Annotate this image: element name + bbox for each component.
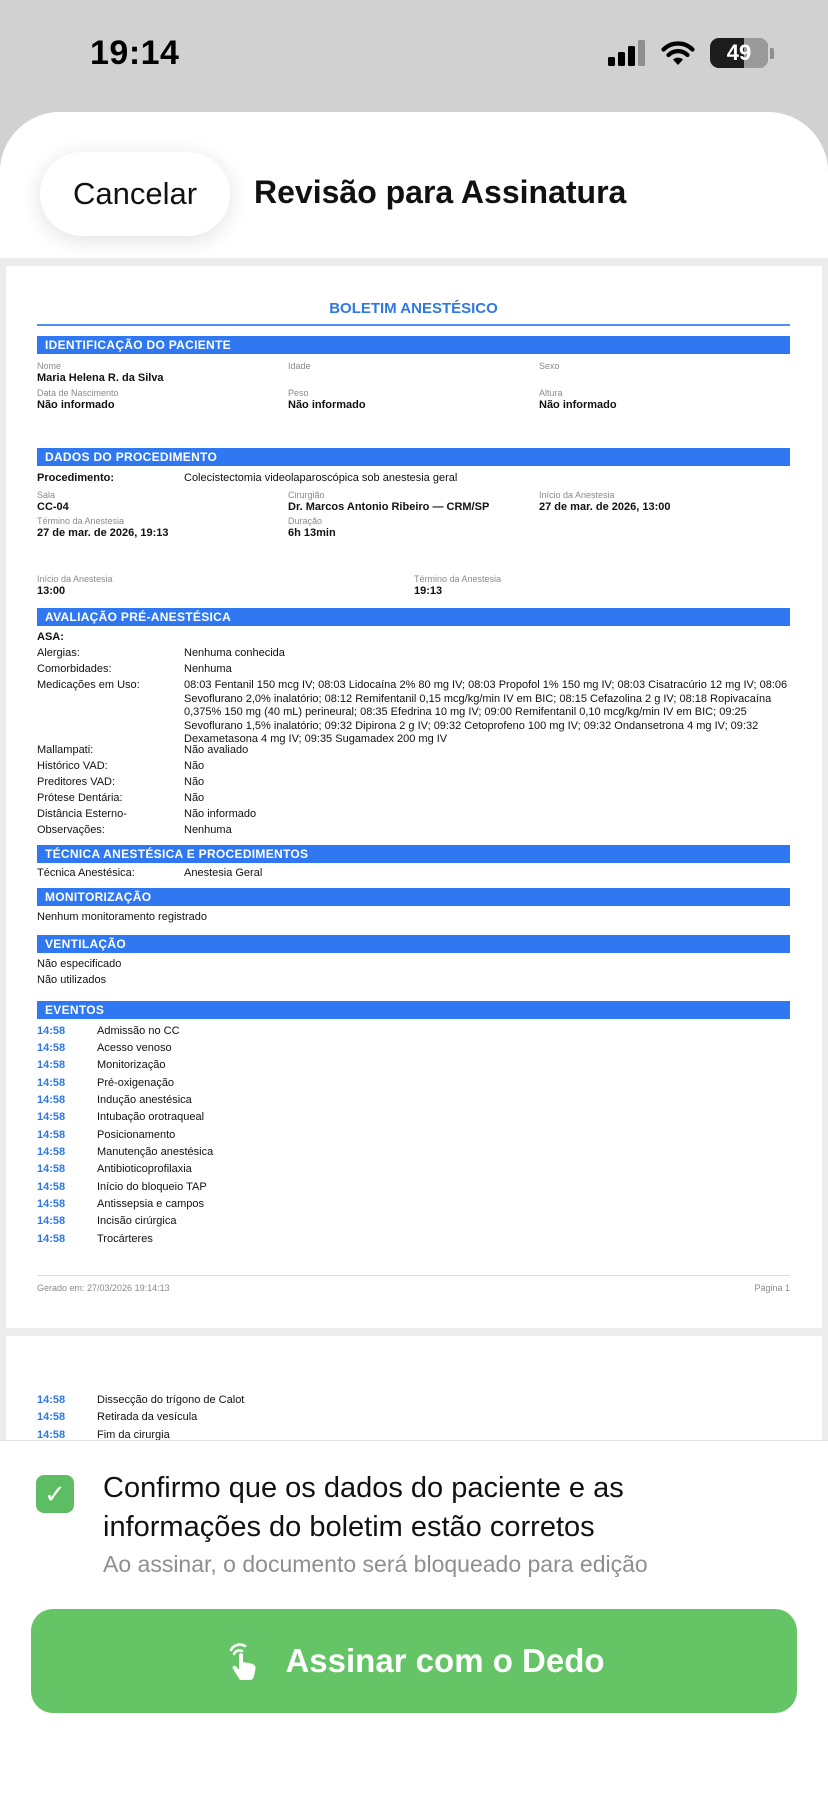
event-time: 14:58 [37, 1198, 66, 1210]
monitoring-text: Nenhum monitoramento registrado [37, 911, 207, 923]
value-dental-prosthesis: Não [184, 792, 205, 804]
section-technique: TÉCNICA ANESTÉSICA E PROCEDIMENTOS [37, 845, 790, 863]
key-asa: ASA: [37, 631, 64, 643]
sheet-title: Revisão para Assinatura [254, 174, 627, 210]
event-name: Incisão cirúrgica [97, 1215, 177, 1227]
label-surgeon: Cirurgião [288, 490, 325, 500]
key-medications: Medicações em Uso: [37, 679, 140, 691]
value-observations: Nenhuma [184, 824, 232, 836]
label-start-short: Início da Anestesia [37, 574, 113, 584]
wifi-icon [660, 39, 696, 67]
signature-panel [0, 1440, 828, 1795]
value-comorbidities: Nenhuma [184, 663, 232, 675]
value-surgeon: Dr. Marcos Antonio Ribeiro — CRM/SP [288, 501, 490, 513]
value-medications: 08:03 Fentanil 150 mcg IV; 08:03 Lidocaína 2% 80 mg IV; 08:03 Propofol 1% 150 mg IV; 08:03 Cisatracúrio 12 mg IV; 08:06 Sevoflurano 2,0% inalatório; 08:12 Remifentanil 0,15 mcg/kg/min IV em BIC; 08:15 Cefazolina 2 g IV; 08:18 Ropivacaína 0,375% 150 mg (40 mL) perineural; 08:35 Efedrina 10 mg IV; 09:00 Remifentanil 0,10 mcg/kg/min IV em BIC; 09:25 Sevoflurano 1,5% inalatório; 09:32 Dipirona 2 g IV; 09:32 Cetoprofeno 100 mg IV; 09:32 Ondansetrona 4 mg IV; 09:32 Dexametasona 4 mg IV; 09:35 Sugamadex 200 mg IV [184, 679, 788, 745]
label-anesthesia-start: Início da Anestesia [539, 490, 615, 500]
key-observations: Observações: [37, 824, 105, 836]
key-mallampati: Mallampati: [37, 744, 94, 756]
value-weight: Não informado [288, 399, 366, 411]
key-comorbidities: Comorbidades: [37, 663, 112, 675]
event-time: 14:58 [37, 1146, 66, 1158]
ventilation-line-1: Não especificado [37, 958, 122, 970]
document-page-1 [6, 266, 822, 1328]
confirm-subtext: Ao assinar, o documento será bloqueado para edição [103, 1551, 648, 1577]
label-dob: Data de Nascimento [37, 388, 119, 398]
hand-tap-icon [223, 1640, 265, 1682]
value-start-short: 13:00 [37, 585, 66, 597]
event-time: 14:58 [37, 1181, 66, 1193]
status-icons [608, 38, 774, 68]
key-dental-prosthesis: Prótese Dentária: [37, 792, 123, 804]
title-rule [37, 324, 790, 326]
cancel-button[interactable]: Cancelar [40, 152, 230, 236]
value-duration: 6h 13min [288, 527, 336, 539]
key-allergies: Alergias: [37, 647, 80, 659]
key-vad-predictors: Preditores VAD: [37, 776, 116, 788]
status-bar [0, 0, 828, 112]
event-name: Acesso venoso [97, 1042, 172, 1054]
review-sheet [0, 112, 828, 1795]
document-page-2 [6, 1336, 822, 1440]
value-sternum-distance: Não informado [184, 808, 257, 820]
sign-button-label: Assinar com o Dedo [285, 1642, 605, 1679]
label-height: Altura [539, 388, 563, 398]
value-anesthesia-end: 27 de mar. de 2026, 19:13 [37, 527, 169, 539]
value-name: Maria Helena R. da Silva [37, 372, 164, 384]
event-time: 14:58 [37, 1094, 66, 1106]
value-mallampati: Não avaliado [184, 744, 249, 756]
value-technique: Anestesia Geral [184, 867, 263, 879]
event-name: Monitorização [97, 1059, 166, 1071]
label-weight: Peso [288, 388, 309, 398]
event-time: 14:58 [37, 1411, 66, 1423]
value-room: CC-04 [37, 501, 69, 513]
event-name: Posicionamento [97, 1129, 176, 1141]
status-time: 19:14 [90, 34, 180, 72]
event-time: 14:58 [37, 1129, 66, 1141]
footer-page-number: Página 1 [754, 1283, 790, 1293]
event-time: 14:58 [37, 1429, 66, 1440]
label-sex: Sexo [539, 361, 560, 371]
footer-rule [37, 1275, 790, 1276]
label-end-short: Término da Anestesia [414, 574, 502, 584]
event-name: Retirada da vesícula [97, 1411, 198, 1423]
event-name: Manutenção anestésica [97, 1146, 214, 1158]
battery-tip [770, 48, 774, 59]
key-sternum-distance: Distância Esterno- [37, 808, 127, 820]
event-time: 14:58 [37, 1163, 66, 1175]
section-procedure: DADOS DO PROCEDIMENTO [37, 448, 790, 466]
label-name: Nome [37, 361, 62, 371]
event-time: 14:58 [37, 1077, 66, 1089]
footer-generated: Gerado em: 27/03/2026 19:14:13 [37, 1283, 170, 1293]
section-ventilation: VENTILAÇÃO [37, 935, 790, 953]
event-name: Antibioticoprofilaxia [97, 1163, 192, 1175]
event-time: 14:58 [37, 1233, 66, 1245]
event-name: Fim da cirurgia [97, 1429, 170, 1440]
value-vad-history: Não [184, 760, 205, 772]
label-procedure: Procedimento: [37, 472, 115, 484]
key-vad-history: Histórico VAD: [37, 760, 108, 772]
battery-level: 49 [726, 40, 752, 65]
battery-icon [710, 38, 768, 68]
document-title: BOLETIM ANESTÉSICO [329, 300, 498, 317]
sheet-header [0, 112, 828, 258]
event-name: Pré-oxigenação [97, 1077, 175, 1089]
confirm-text[interactable]: Confirmo que os dados do paciente e as informações do boletim estão corretos [103, 1472, 624, 1543]
value-end-short: 19:13 [414, 585, 443, 597]
value-allergies: Nenhuma conhecida [184, 647, 285, 659]
event-time: 14:58 [37, 1059, 66, 1071]
event-time: 14:58 [37, 1394, 66, 1406]
key-technique: Técnica Anestésica: [37, 867, 135, 879]
value-vad-predictors: Não [184, 776, 205, 788]
event-time: 14:58 [37, 1042, 66, 1054]
value-anesthesia-start: 27 de mar. de 2026, 13:00 [539, 501, 671, 513]
section-monitoring: MONITORIZAÇÃO [37, 888, 790, 906]
checkmark-icon: ✓ [44, 1478, 66, 1509]
section-events: EVENTOS [37, 1001, 790, 1019]
confirm-checkbox[interactable] [36, 1475, 74, 1513]
event-name: Início do bloqueio TAP [97, 1181, 207, 1193]
event-time: 14:58 [37, 1025, 66, 1037]
sign-with-finger-button[interactable] [31, 1609, 797, 1713]
value-dob: Não informado [37, 399, 115, 411]
label-room: Sala [37, 490, 56, 500]
value-height: Não informado [539, 399, 617, 411]
event-name: Antissepsia e campos [97, 1198, 204, 1210]
event-time: 14:58 [37, 1111, 66, 1123]
ventilation-line-2: Não utilizados [37, 974, 107, 986]
label-age: Idade [288, 361, 311, 371]
section-pre-anesthetic: AVALIAÇÃO PRÉ-ANESTÉSICA [37, 608, 790, 626]
event-name: Admissão no CC [97, 1025, 180, 1037]
event-name: Dissecção do trígono de Calot [97, 1394, 245, 1406]
event-name: Trocárteres [97, 1233, 153, 1245]
cellular-signal-icon [608, 40, 646, 66]
event-name: Indução anestésica [97, 1094, 192, 1106]
event-name: Intubação orotraqueal [97, 1111, 205, 1123]
document-preview[interactable] [0, 258, 828, 1440]
label-anesthesia-end: Término da Anestesia [37, 516, 125, 526]
section-patient: IDENTIFICAÇÃO DO PACIENTE [37, 336, 790, 354]
event-time: 14:58 [37, 1215, 66, 1227]
value-procedure: Colecistectomia videolaparoscópica sob anestesia geral [184, 472, 458, 484]
label-duration: Duração [288, 516, 323, 526]
